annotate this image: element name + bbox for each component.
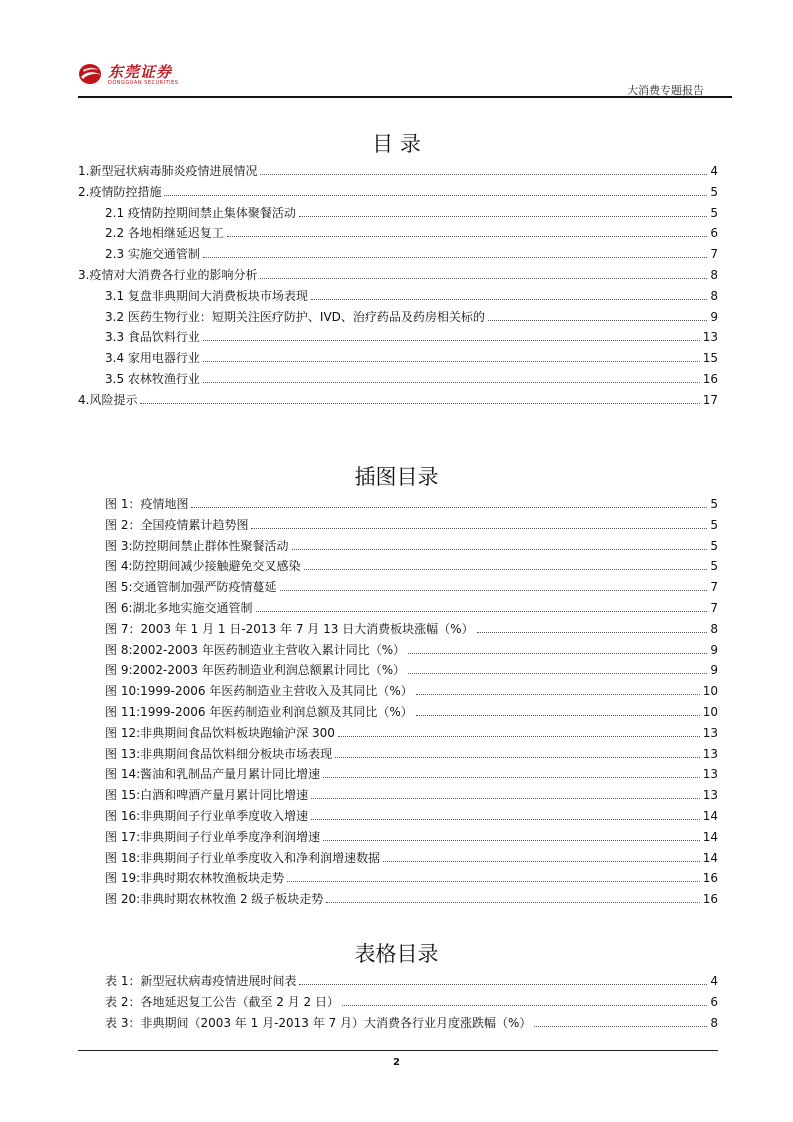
figure-entry-text: 图 8:2002-2003 年医药制造业主营收入累计同比（%）	[105, 642, 406, 657]
page-number: 2	[393, 1057, 400, 1068]
figure-entry-text: 图 17:非典期间子行业单季度净利润增速	[105, 829, 321, 844]
table-entry-text: 表 2：各地延迟复工公告（截至 2 月 2 日）	[105, 994, 339, 1009]
toc-entry[interactable]	[78, 391, 718, 412]
dot-leader	[256, 611, 708, 612]
dot-leader	[164, 195, 707, 196]
dot-leader	[227, 236, 707, 237]
dot-leader	[311, 299, 707, 300]
figure-entry-page: 10	[702, 684, 718, 699]
figure-entry[interactable]	[78, 682, 718, 703]
toc-entry-page: 15	[702, 351, 718, 366]
figure-entry-page: 5	[710, 517, 718, 532]
figure-entry-text: 图 11:1999-2006 年医药制造业利润总额及其同比（%）	[105, 704, 413, 719]
toc-list	[78, 162, 718, 412]
toc-entry-text: 3.2 医药生物行业：短期关注医疗防护、IVD、治疗药品及药房相关标的	[105, 309, 485, 324]
toc-entry-text: 2.2 各地相继延迟复工	[105, 226, 224, 241]
table-entry[interactable]	[78, 993, 718, 1014]
figure-entry[interactable]	[78, 724, 718, 745]
toc-entry-page: 8	[710, 267, 718, 282]
dot-leader	[416, 715, 700, 716]
table-entry-text: 表 1：新型冠状病毒疫情进展时间表	[105, 974, 297, 988]
toc-entry-text: 2.3 实施交通管制	[105, 247, 200, 262]
dot-leader	[140, 403, 699, 404]
toc-entry[interactable]	[78, 183, 718, 204]
dot-leader	[338, 736, 700, 737]
page-header	[78, 58, 732, 98]
figure-entry-page: 10	[702, 704, 718, 719]
figure-entry-page: 16	[702, 892, 718, 907]
tables-list	[78, 972, 718, 1034]
figure-entry[interactable]	[78, 828, 718, 849]
toc-entry[interactable]	[78, 370, 718, 391]
dot-leader	[326, 902, 699, 903]
toc-entry-text: 3.4 家用电器行业	[105, 351, 200, 366]
figure-entry-page: 14	[702, 829, 718, 844]
dot-leader	[335, 757, 700, 758]
figure-entry-text: 图 3:防控期间禁止群体性聚餐活动	[105, 538, 289, 553]
dot-leader	[260, 278, 707, 279]
figure-entry-text: 图 10:1999-2006 年医药制造业主营收入及其同比（%）	[105, 684, 413, 699]
toc-entry-text: 2.1 疫情防控期间禁止集体聚餐活动	[105, 205, 296, 220]
figure-entry-page: 13	[702, 746, 718, 761]
dot-leader	[323, 840, 700, 841]
company-logo	[78, 58, 198, 94]
toc-entry-text: 3.3 食品饮料行业	[105, 330, 200, 345]
toc-entry-page: 8	[710, 288, 718, 303]
dot-leader	[416, 694, 700, 695]
dot-leader	[534, 1026, 707, 1027]
dot-leader	[203, 340, 700, 341]
figure-entry[interactable]	[78, 599, 718, 620]
tables-title: 表格目录	[354, 942, 439, 966]
toc-title: 目 录	[372, 132, 421, 156]
figure-entry-text: 图 6:湖北多地实施交通管制	[105, 600, 253, 615]
logo-english-name: DONGGUAN SECURITIES	[108, 80, 179, 86]
figure-entry-text: 图 1：疫情地图	[105, 497, 189, 511]
dot-leader	[383, 861, 700, 862]
toc-entry-page: 6	[710, 226, 718, 241]
dot-leader	[203, 257, 707, 258]
dot-leader	[280, 590, 708, 591]
toc-entry[interactable]	[78, 224, 718, 245]
figure-entry-text: 图 2：全国疫情累计趋势图	[105, 517, 249, 532]
report-type-label: 大消费专题报告	[627, 84, 704, 97]
figure-entry-page: 14	[702, 808, 718, 823]
dot-leader	[203, 361, 700, 362]
figure-entry-text: 图 18:非典期间子行业单季度收入和净利润增速数据	[105, 850, 381, 865]
toc-entry[interactable]	[78, 204, 718, 225]
figure-entry[interactable]	[78, 516, 718, 537]
dot-leader	[304, 569, 708, 570]
figure-entry-text: 图 5:交通管制加强严防疫情蔓延	[105, 580, 277, 595]
figure-entry-text: 图 15:白酒和啤酒产量月累计同比增速	[105, 788, 309, 803]
footer-divider	[78, 1050, 718, 1051]
figure-entry[interactable]	[78, 765, 718, 786]
figure-entry-text: 图 14:酱油和乳制品产量月累计同比增速	[105, 767, 321, 782]
figure-entry[interactable]	[78, 807, 718, 828]
figure-entry[interactable]	[78, 620, 718, 641]
toc-entry-page: 5	[710, 205, 718, 220]
figure-entry[interactable]	[78, 703, 718, 724]
figure-entry-text: 图 9:2002-2003 年医药制造业利润总额累计同比（%）	[105, 663, 406, 678]
toc-entry-page: 4	[710, 164, 718, 178]
table-entry-page: 4	[710, 974, 718, 988]
figure-entry-page: 9	[710, 663, 718, 678]
toc-entry-text: 3.疫情对大消费各行业的影响分析	[78, 267, 258, 282]
dot-leader	[251, 528, 707, 529]
figure-entry-page: 8	[710, 621, 718, 636]
figure-entry-page: 14	[702, 850, 718, 865]
dot-leader	[260, 174, 707, 175]
dot-leader	[292, 549, 708, 550]
toc-entry-text: 4.风险提示	[78, 392, 138, 407]
toc-entry-page: 9	[710, 309, 718, 324]
dot-leader	[488, 320, 707, 321]
toc-entry[interactable]	[78, 287, 718, 308]
figures-title: 插图目录	[354, 465, 439, 489]
toc-entry-page: 13	[702, 330, 718, 345]
table-entry[interactable]	[78, 1014, 718, 1035]
dot-leader	[311, 819, 700, 820]
figure-entry-text: 图 12:非典期间食品饮料板块跑输沪深 300	[105, 725, 335, 740]
figure-entry-page: 5	[710, 538, 718, 553]
toc-entry[interactable]	[78, 328, 718, 349]
table-entry-text: 表 3：非典期间（2003 年 1 月-2013 年 7 月）大消费各行业月度涨跌幅（%）	[105, 1015, 532, 1030]
dot-leader	[311, 798, 700, 799]
toc-entry[interactable]	[78, 308, 718, 329]
toc-entry-text: 2.疫情防控措施	[78, 184, 162, 199]
figure-entry-page: 7	[710, 600, 718, 615]
dot-leader	[299, 984, 707, 985]
logo-chinese-name: 东莞证券	[108, 63, 173, 81]
figure-entry-page: 13	[702, 767, 718, 782]
toc-entry-page: 7	[710, 247, 718, 262]
figure-entry[interactable]	[78, 661, 718, 682]
figure-entry[interactable]	[78, 557, 718, 578]
toc-entry-text: 3.1 复盘非典期间大消费板块市场表现	[105, 288, 308, 303]
toc-entry-page: 5	[710, 184, 718, 199]
toc-entry-text: 1.新型冠状病毒肺炎疫情进展情况	[78, 164, 258, 178]
table-entry-page: 8	[710, 1015, 718, 1030]
figure-entry-page: 16	[702, 871, 718, 886]
figure-entry-page: 9	[710, 642, 718, 657]
dot-leader	[299, 216, 707, 217]
figure-entry[interactable]	[78, 890, 718, 911]
figure-entry-page: 13	[702, 788, 718, 803]
toc-entry[interactable]	[78, 266, 718, 287]
figure-entry[interactable]	[78, 849, 718, 870]
toc-entry[interactable]	[78, 245, 718, 266]
figure-entry-page: 13	[702, 725, 718, 740]
toc-entry[interactable]	[78, 162, 718, 183]
figure-entry-text: 图 19:非典时期农林牧渔板块走势	[105, 871, 285, 886]
dot-leader	[323, 777, 700, 778]
dot-leader	[408, 653, 707, 654]
dot-leader	[191, 507, 707, 508]
figure-entry-text: 图 13:非典期间食品饮料细分板块市场表现	[105, 746, 333, 761]
figure-entry-page: 7	[710, 580, 718, 595]
figure-entry[interactable]	[78, 869, 718, 890]
figures-list	[78, 495, 718, 911]
header-divider	[78, 96, 732, 98]
toc-entry[interactable]	[78, 349, 718, 370]
toc-entry-page: 17	[702, 392, 718, 407]
dot-leader	[477, 632, 708, 633]
table-entry-page: 6	[710, 994, 718, 1009]
figure-entry[interactable]	[78, 537, 718, 558]
dot-leader	[287, 881, 700, 882]
figure-entry-page: 5	[710, 497, 718, 511]
figure-entry[interactable]	[78, 495, 718, 516]
table-entry[interactable]	[78, 972, 718, 993]
figure-entry-text: 图 7：2003 年 1 月 1 日-2013 年 7 月 13 日大消费板块涨幅（%）	[105, 621, 474, 636]
figure-entry[interactable]	[78, 745, 718, 766]
figure-entry-text: 图 4:防控期间减少接触避免交叉感染	[105, 559, 301, 574]
figure-entry-text: 图 16:非典期间子行业单季度收入增速	[105, 808, 309, 823]
toc-entry-page: 16	[702, 371, 718, 386]
dot-leader	[203, 382, 700, 383]
figure-entry[interactable]	[78, 786, 718, 807]
toc-entry-text: 3.5 农林牧渔行业	[105, 371, 200, 386]
figure-entry-page: 5	[710, 559, 718, 574]
dot-leader	[408, 673, 707, 674]
dot-leader	[342, 1005, 707, 1006]
figure-entry[interactable]	[78, 578, 718, 599]
logo-mark-icon	[78, 62, 104, 86]
figure-entry[interactable]	[78, 641, 718, 662]
figure-entry-text: 图 20:非典时期农林牧渔 2 级子板块走势	[105, 892, 324, 907]
